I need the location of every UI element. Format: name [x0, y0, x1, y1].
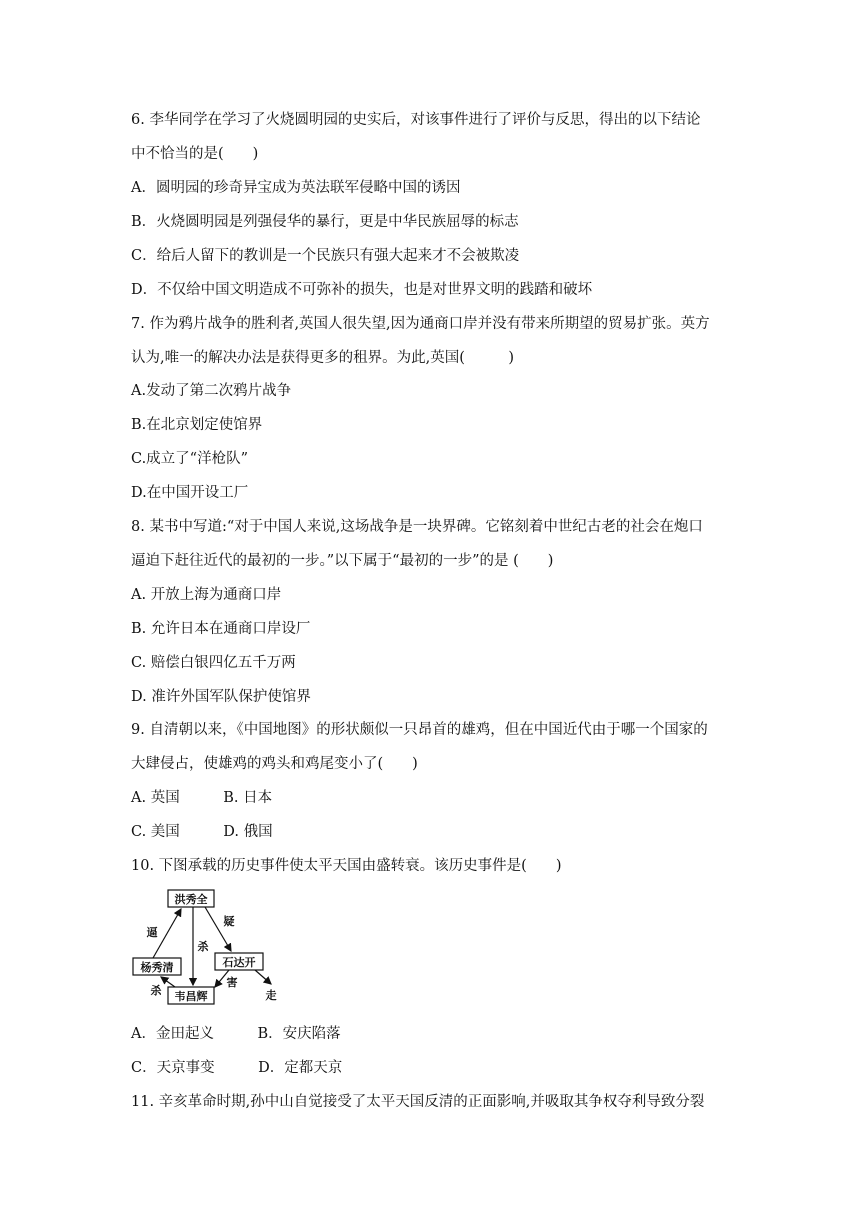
arrow-wei-to-yang: [161, 977, 175, 987]
edge-label-sha-center: 杀: [197, 940, 209, 953]
q8-option-b: B. 允许日本在通商口岸设厂: [131, 621, 311, 637]
q7-option-a: A.发动了第二次鸦片战争: [131, 383, 292, 399]
arrow-shi-away: [255, 970, 271, 984]
q10-options-line2: C．天京事变 D．定都天京: [131, 1060, 343, 1076]
node-wei: 韦昌辉: [174, 990, 208, 1003]
edge-label-bi: 逼: [146, 926, 158, 939]
q10-options-line1: A．金田起义 B．安庆陷落: [131, 1026, 341, 1042]
q9-stem-line2: 大肆侵占，使雄鸡的鸡头和鸡尾变小了( ): [131, 756, 418, 772]
q10-stem: 10. 下图承载的历史事件使太平天国由盛转衰。该历史事件是( ): [131, 858, 562, 874]
edge-label-yi: 疑: [223, 915, 235, 928]
q7-stem-line2: 认为,唯一的解决办法是获得更多的租界。为此,英国( ): [131, 350, 515, 366]
edge-label-sha-left: 杀: [150, 984, 162, 997]
tianjing-incident-diagram: [131, 884, 291, 1008]
q11-stem-line1: 11. 辛亥革命时期,孙中山自觉接受了太平天国反清的正面影响,并吸取其争权夺利导致分裂: [131, 1094, 705, 1110]
q8-option-d: D. 准许外国军队保护使馆界: [131, 689, 311, 705]
q6-stem-line1: 6. 李华同学在学习了火烧圆明园的史实后，对该事件进行了评价与反思，得出的以下结论: [131, 112, 701, 128]
q9-stem-line1: 9. 自清朝以来，《中国地图》的形状颇似一只昂首的雄鸡，但在中国近代由于哪一个国家的: [131, 722, 708, 738]
q8-option-c: C. 赔偿白银四亿五千万两: [131, 655, 296, 671]
q6-option-a: A．圆明园的珍奇异宝成为英法联军侵略中国的诱因: [131, 180, 461, 196]
q8-option-a: A. 开放上海为通商口岸: [131, 587, 282, 603]
q8-stem-line1: 8. 某书中写道:“对于中国人来说,这场战争是一块界碑。它铭刻着中世纪古老的社会在炮口: [131, 519, 703, 535]
q9-options-line2: C. 美国 D. 俄国: [131, 824, 273, 840]
node-yang: 杨秀清: [140, 961, 174, 974]
q7-option-c: C.成立了“洋枪队”: [131, 451, 249, 467]
arrow-hong-to-shi: [205, 907, 231, 951]
q6-stem-line2: 中不恰当的是( ): [131, 146, 259, 162]
q7-option-d: D.在中国开设工厂: [131, 485, 249, 501]
q7-stem-line1: 7. 作为鸦片战争的胜利者,英国人很失望,因为通商口岸并没有带来所期望的贸易扩张。英方: [131, 316, 710, 332]
q8-stem-line2: 逼迫下赶往近代的最初的一步。”以下属于“最初的一步”的是 ( ): [131, 553, 554, 569]
q6-option-d: D．不仅给中国文明造成不可弥补的损失，也是对世界文明的践踏和破坏: [131, 282, 593, 298]
q6-option-c: C．给后人留下的教训是一个民族只有强大起来才不会被欺凌: [131, 248, 520, 264]
q7-option-b: B.在北京划定使馆界: [131, 417, 263, 433]
q6-option-b: B．火烧圆明园是列强侵华的暴行，更是中华民族屈辱的标志: [131, 214, 519, 230]
edge-label-zou: 走: [265, 989, 277, 1002]
node-shi: 石达开: [222, 956, 256, 969]
node-hong: 洪秀全: [174, 893, 208, 906]
edge-label-hai: 害: [226, 976, 238, 989]
q9-options-line1: A. 英国 B. 日本: [131, 790, 273, 806]
